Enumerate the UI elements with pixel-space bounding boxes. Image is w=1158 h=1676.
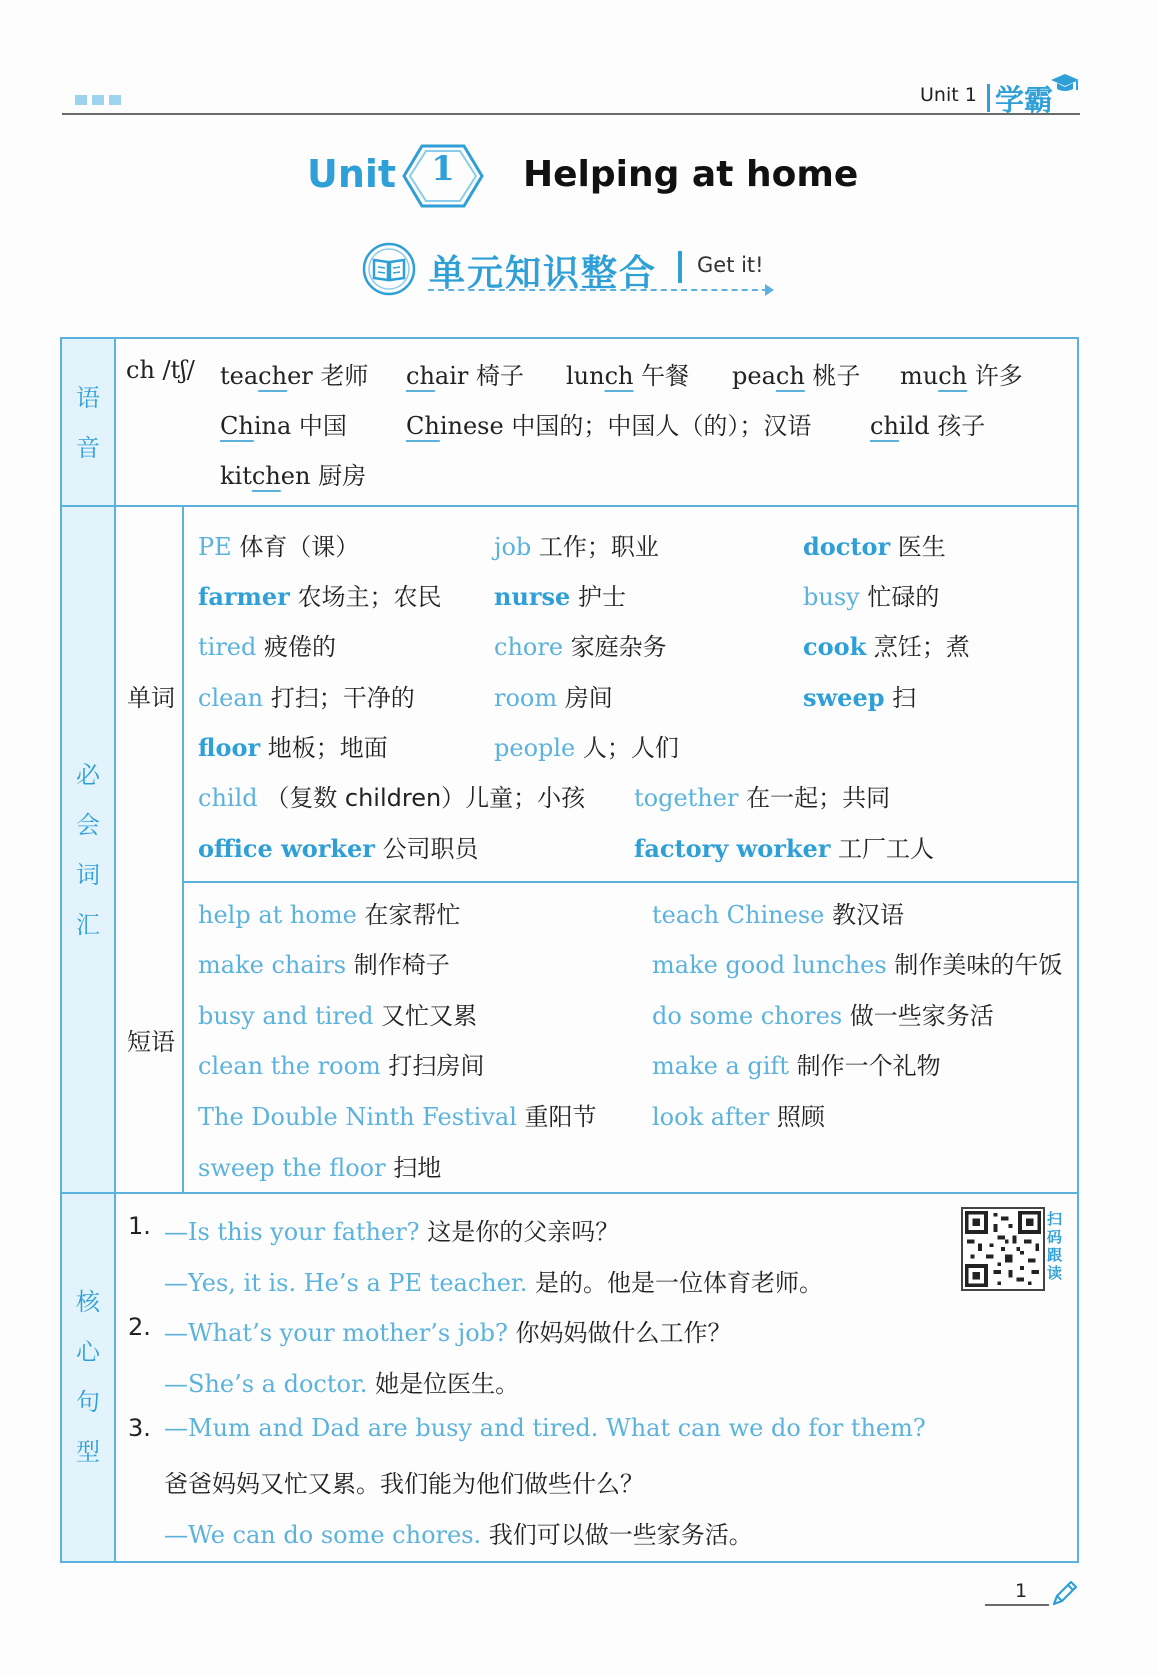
header-unit-label: Unit 1 xyxy=(920,84,977,106)
vocab-phrase: make good lunches 制作美味的午饭 xyxy=(652,951,1063,979)
vocab-word: floor 地板；地面 xyxy=(198,733,388,762)
label-pronunciation: 语 音 xyxy=(76,384,100,462)
vocab-word: sweep 扫 xyxy=(803,683,917,712)
section-arrow-icon xyxy=(765,284,774,296)
qr-code-icon[interactable] xyxy=(961,1207,1045,1291)
unit-number: 1 xyxy=(431,149,455,189)
sentence-line: 爸爸妈妈又忙又累。我们能为他们做些什么？ xyxy=(164,1470,644,1498)
section-divider xyxy=(678,251,682,283)
label-sentences: 核 心 句 型 xyxy=(76,1288,100,1466)
vocab-word: PE 体育（课） xyxy=(198,533,360,561)
sentence-line: —Yes, it is. He’s a PE teacher. 是的。他是一位体育老师。 xyxy=(164,1269,824,1297)
vocab-phrase: make chairs 制作椅子 xyxy=(198,951,450,979)
vocab-word: job 工作；职业 xyxy=(494,533,659,561)
section-title-cn: 单元知识整合 xyxy=(429,253,658,294)
sentence-line: 2. xyxy=(128,1313,151,1341)
book-icon xyxy=(362,242,416,296)
vocab-word: chore 家庭杂务 xyxy=(494,633,667,661)
phonics-sound: ch /tʃ/ xyxy=(126,356,195,384)
vocab-phrase: The Double Ninth Festival 重阳节 xyxy=(198,1103,597,1131)
row-divider xyxy=(184,881,1079,883)
qr-label: 扫码跟读 xyxy=(1047,1210,1063,1282)
phonics-word: Chinese 中国的；中国人（的）；汉语 xyxy=(406,412,812,440)
vocab-word: together 在一起；共同 xyxy=(634,784,891,812)
phonics-word: much 许多 xyxy=(900,362,1023,390)
vocab-word: child （复数 children）儿童；小孩 xyxy=(198,784,586,812)
sentence-line: 3. xyxy=(128,1414,151,1442)
vocab-word: clean 打扫；干净的 xyxy=(198,684,415,712)
sentence-line: —We can do some chores. 我们可以做一些家务活。 xyxy=(164,1521,753,1549)
header-decoration xyxy=(75,95,121,105)
vocab-word: factory worker 工厂工人 xyxy=(634,834,935,863)
vocab-word: tired 疲倦的 xyxy=(198,633,336,661)
phonics-word: teacher 老师 xyxy=(220,362,369,390)
vocab-phrase: teach Chinese 教汉语 xyxy=(652,901,904,929)
vocab-word: busy 忙碌的 xyxy=(803,583,940,611)
section-title-en: Get it! xyxy=(697,253,764,277)
phonics-word: China 中国 xyxy=(220,412,347,440)
page-title: Helping at home xyxy=(523,154,859,195)
phonics-word: lunch 午餐 xyxy=(566,362,690,390)
sentence-line: —What’s your mother’s job? 你妈妈做什么工作？ xyxy=(164,1319,732,1347)
vocab-phrase: sweep the floor 扫地 xyxy=(198,1154,442,1182)
section-underline xyxy=(428,289,768,291)
header-brand: 学霸 xyxy=(995,83,1054,117)
header-rule xyxy=(62,113,1080,115)
label-phrases: 短语 xyxy=(127,1028,175,1056)
vocab-word: office worker 公司职员 xyxy=(198,834,479,863)
sentence-line: 1. xyxy=(128,1212,151,1240)
pencil-icon xyxy=(1050,1578,1080,1608)
phonics-word: chair 椅子 xyxy=(406,362,525,390)
label-words: 单词 xyxy=(127,684,175,712)
unit-word: Unit xyxy=(307,152,397,196)
vocab-word: farmer 农场主；农民 xyxy=(198,582,442,611)
row-divider xyxy=(60,505,1079,507)
vocab-phrase: look after 照顾 xyxy=(652,1103,825,1131)
vocab-word: room 房间 xyxy=(494,684,613,712)
phonics-word: peach 桃子 xyxy=(732,362,861,390)
sentence-line: —Is this your father? 这是你的父亲吗？ xyxy=(164,1218,620,1246)
phonics-word: child 孩子 xyxy=(870,412,986,440)
vocab-phrase: busy and tired 又忙又累 xyxy=(198,1002,478,1030)
vocab-word: people 人；人们 xyxy=(494,734,679,762)
vocab-phrase: help at home 在家帮忙 xyxy=(198,901,461,929)
vocab-phrase: do some chores 做一些家务活 xyxy=(652,1002,994,1030)
footer-rule xyxy=(985,1604,1049,1606)
label-vocabulary: 必 会 词 汇 xyxy=(76,761,100,939)
phonics-word: kitchen 厨房 xyxy=(220,462,367,490)
subcolumn-divider xyxy=(182,505,184,1194)
sentence-line: —She’s a doctor. 她是位医生。 xyxy=(164,1370,520,1398)
vocab-word: nurse 护士 xyxy=(494,582,626,611)
vocab-phrase: clean the room 打扫房间 xyxy=(198,1052,485,1080)
header-divider xyxy=(987,84,990,112)
vocab-word: cook 烹饪；煮 xyxy=(803,632,970,661)
row-divider xyxy=(60,1192,1079,1194)
page-number: 1 xyxy=(1015,1580,1028,1602)
vocab-phrase: make a gift 制作一个礼物 xyxy=(652,1052,941,1080)
vocab-word: doctor 医生 xyxy=(803,532,946,561)
sentence-line: —Mum and Dad are busy and tired. What can we do for them? xyxy=(164,1414,926,1442)
graduation-cap-icon xyxy=(1050,72,1080,94)
